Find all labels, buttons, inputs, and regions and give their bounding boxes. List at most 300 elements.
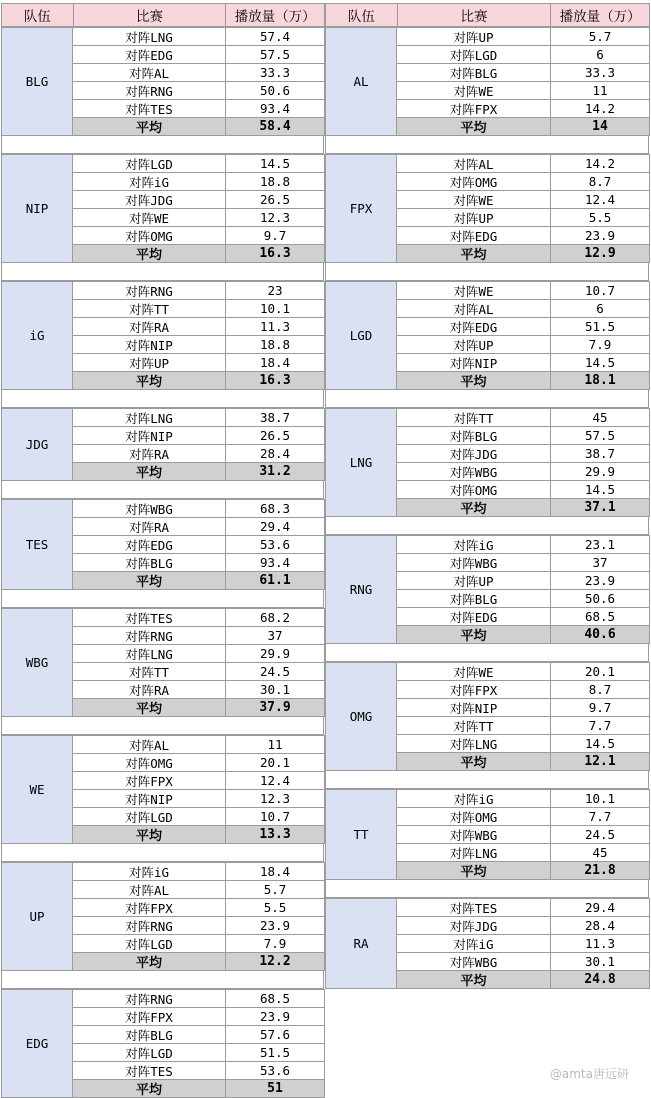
match-views: 30.1 — [225, 680, 325, 699]
match-opponent: 对阵LGD — [72, 154, 226, 173]
average-row — [396, 752, 649, 770]
match-opponent: 对阵BLG — [72, 553, 226, 572]
match-row — [72, 916, 324, 934]
spacer-row — [325, 771, 649, 789]
match-views: 23 — [225, 281, 325, 300]
average-row — [72, 1079, 324, 1097]
match-views: 33.3 — [225, 63, 325, 82]
average-value: 21.8 — [550, 861, 650, 880]
match-row — [72, 553, 324, 571]
average-value: 31.2 — [225, 462, 325, 481]
match-row — [396, 299, 649, 317]
match-row — [396, 226, 649, 244]
spacer-row — [1, 971, 324, 989]
match-opponent: 对阵NIP — [72, 789, 226, 808]
match-opponent: 对阵RA — [72, 444, 226, 463]
match-opponent: 对阵WE — [396, 81, 551, 100]
match-views: 20.1 — [550, 662, 650, 681]
match-opponent: 对阵OMG — [396, 807, 551, 826]
team-name: BLG — [1, 27, 73, 136]
match-opponent: 对阵FPX — [396, 680, 551, 699]
match-row — [72, 226, 324, 244]
watermark: @amta唐远研 — [549, 1067, 629, 1081]
match-opponent: 对阵RNG — [72, 916, 226, 935]
average-label: 平均 — [396, 861, 551, 880]
match-views: 20.1 — [225, 753, 325, 772]
team-name: JDG — [1, 408, 73, 481]
match-opponent: 对阵JDG — [396, 916, 551, 935]
match-row — [72, 1061, 324, 1079]
match-views: 14.2 — [550, 99, 650, 118]
match-opponent: 对阵RNG — [72, 989, 226, 1008]
match-views: 29.9 — [550, 462, 650, 481]
match-views: 8.7 — [550, 680, 650, 699]
match-row — [396, 898, 649, 916]
spacer-row — [1, 263, 324, 281]
match-opponent: 对阵OMG — [72, 226, 226, 245]
match-row — [72, 608, 324, 626]
match-row — [396, 952, 649, 970]
match-views: 68.2 — [225, 608, 325, 627]
average-row — [72, 952, 324, 970]
average-row — [72, 571, 324, 589]
average-label: 平均 — [72, 952, 226, 971]
match-opponent: 对阵FPX — [72, 771, 226, 790]
team-name: RA — [325, 898, 397, 989]
match-opponent: 对阵WE — [396, 281, 551, 300]
team-name: UP — [1, 862, 73, 971]
match-opponent: 对阵NIP — [396, 698, 551, 717]
match-views: 14.5 — [550, 734, 650, 753]
match-opponent: 对阵FPX — [396, 99, 551, 118]
match-row — [72, 45, 324, 63]
match-opponent: 对阵LNG — [72, 644, 226, 663]
average-row — [396, 970, 649, 988]
header-row — [1, 3, 324, 27]
match-opponent: 对阵RNG — [72, 626, 226, 645]
team-group — [1, 408, 324, 481]
average-label: 平均 — [72, 117, 226, 136]
average-label: 平均 — [72, 571, 226, 590]
match-row — [396, 208, 649, 226]
match-row — [396, 698, 649, 716]
match-opponent: 对阵LNG — [72, 408, 226, 427]
match-views: 23.9 — [550, 571, 650, 590]
spacer-row — [1, 481, 324, 499]
match-opponent: 对阵FPX — [72, 1007, 226, 1026]
match-views: 26.5 — [225, 190, 325, 209]
match-row — [396, 607, 649, 625]
match-views: 9.7 — [225, 226, 325, 245]
match-opponent: 对阵FPX — [72, 898, 226, 917]
match-row — [396, 825, 649, 843]
team-group — [325, 408, 649, 517]
left-table-body — [1, 27, 324, 1098]
match-row — [396, 444, 649, 462]
match-views: 14.2 — [550, 154, 650, 173]
match-views: 51.5 — [550, 317, 650, 336]
average-label: 平均 — [396, 970, 551, 989]
average-row — [396, 498, 649, 516]
match-opponent: 对阵EDG — [396, 607, 551, 626]
average-row — [396, 371, 649, 389]
match-views: 7.7 — [550, 807, 650, 826]
match-views: 18.4 — [225, 353, 325, 372]
match-row — [72, 880, 324, 898]
match-views: 23.1 — [550, 535, 650, 554]
match-row — [396, 680, 649, 698]
spacer-row — [325, 390, 649, 408]
match-opponent: 对阵NIP — [72, 335, 226, 354]
average-row — [72, 462, 324, 480]
team-group — [325, 154, 649, 263]
match-row — [72, 934, 324, 952]
match-views: 9.7 — [550, 698, 650, 717]
match-views: 8.7 — [550, 172, 650, 191]
header-views: 播放量（万） — [225, 3, 325, 27]
spacer-row — [325, 880, 649, 898]
match-row — [72, 99, 324, 117]
match-views: 14.5 — [550, 353, 650, 372]
team-group — [1, 989, 324, 1098]
match-row — [396, 426, 649, 444]
match-views: 23.9 — [225, 1007, 325, 1026]
match-row — [396, 99, 649, 117]
match-views: 68.3 — [225, 499, 325, 518]
match-opponent: 对阵JDG — [396, 444, 551, 463]
average-label: 平均 — [72, 1079, 226, 1098]
average-row — [396, 117, 649, 135]
team-name: FPX — [325, 154, 397, 263]
team-name: TES — [1, 499, 73, 590]
match-row — [396, 535, 649, 553]
average-value: 12.2 — [225, 952, 325, 971]
match-opponent: 对阵WBG — [396, 952, 551, 971]
team-group — [325, 535, 649, 644]
match-views: 57.5 — [225, 45, 325, 64]
spacer-row — [325, 263, 649, 281]
match-views: 14.5 — [550, 480, 650, 499]
match-row — [72, 63, 324, 81]
team-group — [1, 281, 324, 390]
match-views: 18.8 — [225, 172, 325, 191]
match-row — [396, 843, 649, 861]
average-value: 16.3 — [225, 244, 325, 263]
match-views: 51.5 — [225, 1043, 325, 1062]
match-views: 11 — [550, 81, 650, 100]
average-row — [396, 625, 649, 643]
match-row — [72, 517, 324, 535]
team-group — [1, 735, 324, 844]
match-row — [72, 771, 324, 789]
match-views: 7.9 — [225, 934, 325, 953]
average-label: 平均 — [72, 462, 226, 481]
team-name: RNG — [325, 535, 397, 644]
match-opponent: 对阵TT — [72, 299, 226, 318]
match-row — [396, 281, 649, 299]
team-group — [325, 898, 649, 989]
match-views: 28.4 — [550, 916, 650, 935]
match-views: 68.5 — [550, 607, 650, 626]
match-opponent: 对阵iG — [396, 934, 551, 953]
team-name: LGD — [325, 281, 397, 390]
match-views: 53.6 — [225, 1061, 325, 1080]
match-row — [396, 27, 649, 45]
match-opponent: 对阵WBG — [396, 825, 551, 844]
header-match: 比赛 — [397, 3, 552, 27]
match-opponent: 对阵NIP — [396, 353, 551, 372]
match-views: 68.5 — [225, 989, 325, 1008]
match-row — [72, 444, 324, 462]
team-name: iG — [1, 281, 73, 390]
spacer-row — [1, 590, 324, 608]
match-views: 11.3 — [225, 317, 325, 336]
average-row — [72, 371, 324, 389]
team-name: WBG — [1, 608, 73, 717]
match-row — [396, 408, 649, 426]
average-value: 61.1 — [225, 571, 325, 590]
average-row — [396, 244, 649, 262]
team-group — [325, 789, 649, 880]
match-views: 26.5 — [225, 426, 325, 445]
match-opponent: 对阵LNG — [396, 843, 551, 862]
team-group — [1, 154, 324, 263]
average-value: 12.9 — [550, 244, 650, 263]
match-row — [396, 480, 649, 498]
match-row — [72, 154, 324, 172]
average-row — [72, 244, 324, 262]
match-row — [396, 63, 649, 81]
header-team: 队伍 — [325, 3, 398, 27]
match-views: 5.7 — [550, 27, 650, 46]
team-group — [1, 27, 324, 136]
match-opponent: 对阵WBG — [72, 499, 226, 518]
match-views: 28.4 — [225, 444, 325, 463]
team-name: OMG — [325, 662, 397, 771]
match-views: 6 — [550, 299, 650, 318]
match-opponent: 对阵BLG — [396, 426, 551, 445]
match-opponent: 对阵TES — [72, 608, 226, 627]
match-opponent: 对阵NIP — [72, 426, 226, 445]
match-opponent: 对阵TES — [396, 898, 551, 917]
match-opponent: 对阵EDG — [396, 226, 551, 245]
average-label: 平均 — [396, 117, 551, 136]
average-label: 平均 — [396, 371, 551, 390]
average-value: 14 — [550, 117, 650, 136]
average-value: 40.6 — [550, 625, 650, 644]
match-views: 45 — [550, 408, 650, 427]
match-opponent: 对阵BLG — [72, 1025, 226, 1044]
match-opponent: 对阵WE — [396, 662, 551, 681]
team-name: WE — [1, 735, 73, 844]
header-match: 比赛 — [73, 3, 227, 27]
match-opponent: 对阵EDG — [396, 317, 551, 336]
team-group — [325, 27, 649, 136]
team-group — [325, 281, 649, 390]
match-row — [72, 1007, 324, 1025]
header-team: 队伍 — [1, 3, 74, 27]
match-views: 12.4 — [225, 771, 325, 790]
match-opponent: 对阵TT — [72, 662, 226, 681]
match-opponent: 对阵EDG — [72, 45, 226, 64]
match-row — [396, 353, 649, 371]
match-row — [72, 353, 324, 371]
header-views: 播放量（万） — [550, 3, 650, 27]
team-group — [1, 499, 324, 590]
match-opponent: 对阵RA — [72, 317, 226, 336]
average-value: 37.9 — [225, 698, 325, 717]
match-opponent: 对阵RNG — [72, 81, 226, 100]
team-group — [325, 662, 649, 771]
average-value: 58.4 — [225, 117, 325, 136]
match-views: 50.6 — [550, 589, 650, 608]
match-row — [396, 807, 649, 825]
average-label: 平均 — [72, 698, 226, 717]
match-views: 18.8 — [225, 335, 325, 354]
match-opponent: 对阵WE — [72, 208, 226, 227]
match-views: 38.7 — [550, 444, 650, 463]
match-opponent: 对阵TT — [396, 716, 551, 735]
match-row — [72, 317, 324, 335]
team-name: TT — [325, 789, 397, 880]
average-value: 13.3 — [225, 825, 325, 844]
match-opponent: 对阵LNG — [72, 27, 226, 46]
match-row — [72, 299, 324, 317]
average-value: 12.1 — [550, 752, 650, 771]
match-opponent: 对阵WE — [396, 190, 551, 209]
match-row — [72, 735, 324, 753]
match-row — [72, 408, 324, 426]
match-row — [72, 680, 324, 698]
match-opponent: 对阵AL — [72, 735, 226, 754]
match-opponent: 对阵WBG — [396, 462, 551, 481]
match-row — [396, 789, 649, 807]
average-value: 51 — [225, 1079, 325, 1098]
match-row — [396, 172, 649, 190]
match-views: 38.7 — [225, 408, 325, 427]
average-label: 平均 — [72, 825, 226, 844]
average-value: 37.1 — [550, 498, 650, 517]
match-row — [396, 662, 649, 680]
match-views: 33.3 — [550, 63, 650, 82]
match-row — [396, 916, 649, 934]
match-opponent: 对阵LGD — [72, 807, 226, 826]
match-row — [72, 807, 324, 825]
average-label: 平均 — [396, 625, 551, 644]
average-label: 平均 — [396, 498, 551, 517]
average-label: 平均 — [72, 371, 226, 390]
match-views: 45 — [550, 843, 650, 862]
match-row — [72, 989, 324, 1007]
match-opponent: 对阵TES — [72, 1061, 226, 1080]
match-row — [72, 626, 324, 644]
average-row — [72, 825, 324, 843]
match-opponent: 对阵UP — [396, 27, 551, 46]
match-row — [72, 281, 324, 299]
average-row — [72, 117, 324, 135]
match-views: 10.7 — [550, 281, 650, 300]
match-row — [396, 81, 649, 99]
match-views: 50.6 — [225, 81, 325, 100]
match-opponent: 对阵TT — [396, 408, 551, 427]
match-views: 14.5 — [225, 154, 325, 173]
match-opponent: 对阵EDG — [72, 535, 226, 554]
match-row — [72, 335, 324, 353]
match-row — [72, 644, 324, 662]
match-row — [396, 462, 649, 480]
match-opponent: 对阵RA — [72, 680, 226, 699]
match-row — [72, 862, 324, 880]
match-views: 93.4 — [225, 553, 325, 572]
match-opponent: 对阵LGD — [72, 1043, 226, 1062]
match-opponent: 对阵WBG — [396, 553, 551, 572]
match-row — [396, 589, 649, 607]
match-opponent: 对阵LGD — [72, 934, 226, 953]
match-views: 93.4 — [225, 99, 325, 118]
match-views: 24.5 — [550, 825, 650, 844]
spacer-row — [1, 717, 324, 735]
match-opponent: 对阵OMG — [396, 480, 551, 499]
match-views: 29.4 — [550, 898, 650, 917]
match-opponent: 对阵OMG — [396, 172, 551, 191]
spacer-row — [1, 136, 324, 154]
match-views: 57.6 — [225, 1025, 325, 1044]
average-row — [396, 861, 649, 879]
right-table-body — [325, 27, 649, 989]
match-views: 12.3 — [225, 208, 325, 227]
match-row — [72, 172, 324, 190]
match-opponent: 对阵TES — [72, 99, 226, 118]
average-value: 18.1 — [550, 371, 650, 390]
match-views: 57.5 — [550, 426, 650, 445]
match-views: 10.1 — [550, 789, 650, 808]
match-row — [396, 335, 649, 353]
match-row — [396, 190, 649, 208]
match-views: 5.5 — [225, 898, 325, 917]
match-views: 12.3 — [225, 789, 325, 808]
match-opponent: 对阵UP — [396, 208, 551, 227]
right-table — [325, 3, 649, 989]
match-row — [396, 317, 649, 335]
match-views: 29.9 — [225, 644, 325, 663]
spacer-row — [325, 517, 649, 535]
match-views: 23.9 — [225, 916, 325, 935]
spacer-row — [1, 390, 324, 408]
spacer-row — [1, 844, 324, 862]
spacer-row — [325, 644, 649, 662]
match-views: 24.5 — [225, 662, 325, 681]
average-value: 16.3 — [225, 371, 325, 390]
match-views: 23.9 — [550, 226, 650, 245]
match-opponent: 对阵AL — [72, 880, 226, 899]
average-label: 平均 — [396, 244, 551, 263]
match-opponent: 对阵iG — [72, 172, 226, 191]
average-label: 平均 — [396, 752, 551, 771]
match-opponent: 对阵iG — [396, 789, 551, 808]
spacer-row — [325, 136, 649, 154]
match-row — [72, 662, 324, 680]
match-views: 12.4 — [550, 190, 650, 209]
match-opponent: 对阵RNG — [72, 281, 226, 300]
match-opponent: 对阵AL — [396, 154, 551, 173]
team-name: NIP — [1, 154, 73, 263]
match-views: 7.7 — [550, 716, 650, 735]
match-opponent: 对阵LNG — [396, 734, 551, 753]
match-row — [396, 734, 649, 752]
match-row — [396, 934, 649, 952]
team-name: AL — [325, 27, 397, 136]
match-row — [72, 898, 324, 916]
